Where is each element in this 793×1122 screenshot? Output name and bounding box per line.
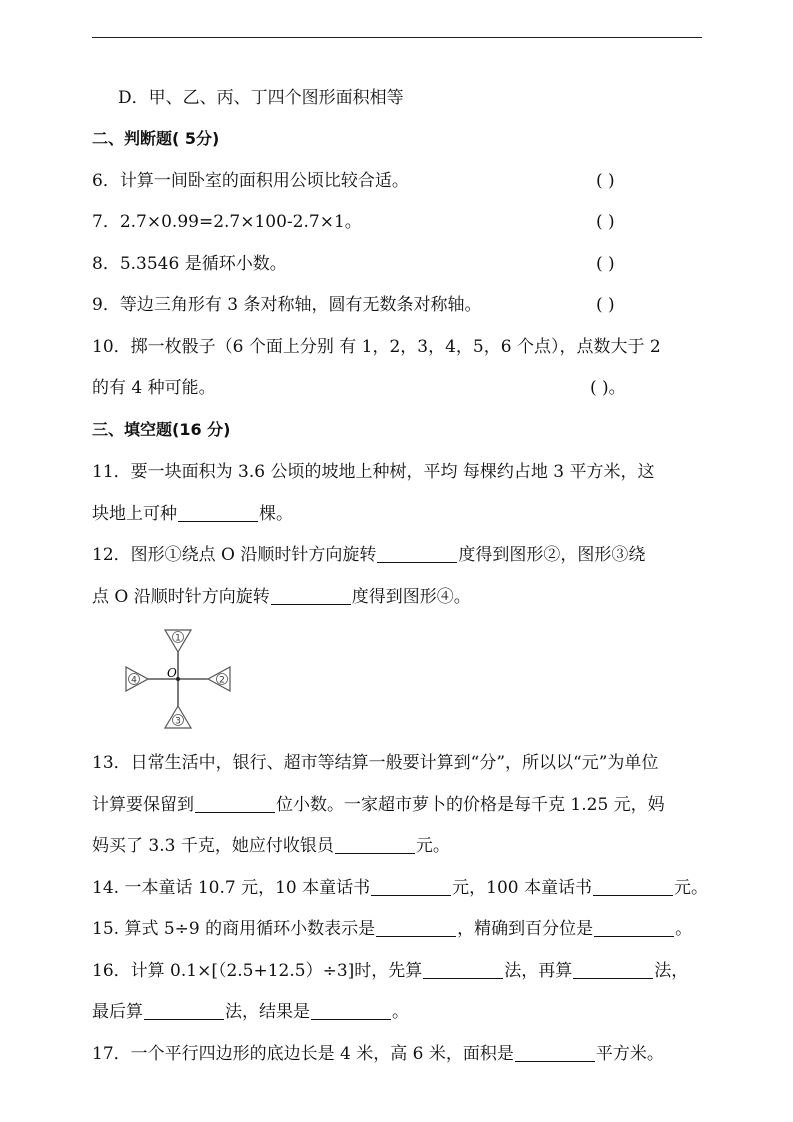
answer-blank[interactable] — [271, 587, 351, 605]
q13-text-d: 元。 — [415, 836, 450, 856]
answer-blank[interactable] — [515, 1044, 595, 1062]
question-15 — [92, 917, 692, 941]
q16-text-b: 法，再算 — [504, 961, 573, 981]
question-12-line2 — [92, 585, 471, 609]
q14-text-c: 元。 — [674, 878, 708, 898]
answer-blank[interactable] — [178, 504, 258, 522]
label-o: O — [167, 666, 177, 680]
answer-blank[interactable] — [311, 1002, 391, 1020]
q12-text-a: 12．图形①绕点 O 沿顺时针方向旋转 — [92, 545, 377, 565]
answer-paren-8[interactable]: ( ) — [596, 254, 615, 274]
q15-text-b: ，精确到百分位是 — [457, 919, 594, 939]
answer-blank[interactable] — [376, 919, 456, 937]
label-4: 4 — [131, 675, 137, 686]
rotation-figure — [120, 624, 240, 736]
q16-text-c: 法， — [654, 961, 689, 981]
question-11-line1: 11．要一块面积为 3.6 公顷的坡地上种树，平均 每棵约占地 3 平方米，这 — [92, 462, 655, 482]
section3-heading: 三、填空题(16 分) — [92, 420, 231, 439]
question-10-line1: 10．掷一枚骰子（6 个面上分别 有 1，2，3，4，5，6 个点），点数大于 2 — [92, 337, 661, 357]
question-13-line1: 13．日常生活中，银行、超市等结算一般要计算到“分”，所以以“元”为单位 — [92, 753, 659, 773]
header-rule — [92, 37, 702, 38]
label-1: 1 — [175, 633, 181, 644]
question-16-line1 — [92, 959, 688, 983]
q15-text-c: 。 — [675, 919, 693, 939]
label-2: 2 — [219, 675, 225, 686]
q14-text-b: 元，100 本童话书 — [452, 878, 592, 898]
question-14 — [92, 876, 708, 900]
question-11-line2 — [92, 502, 293, 526]
q12-text-c: 点 O 沿顺时针方向旋转 — [92, 587, 270, 607]
answer-paren-9[interactable]: ( ) — [596, 295, 615, 315]
q16-text-f: 。 — [392, 1002, 409, 1022]
question-17 — [92, 1042, 664, 1066]
q11-text-a: 块地上可种 — [92, 504, 177, 524]
answer-blank[interactable] — [593, 878, 673, 896]
q5-option-d: D．甲、乙、丙、丁四个图形面积相等 — [118, 88, 404, 108]
q13-text-b: 位小数。一家超市萝卜的价格是每千克 1.25 元，妈 — [276, 795, 665, 815]
q16-text-a: 16．计算 0.1×[（2.5+12.5）÷3]时，先算 — [92, 961, 423, 981]
question-13-line3 — [92, 834, 450, 858]
question-13-line2 — [92, 793, 665, 817]
question-16-line2 — [92, 1000, 409, 1024]
section2-heading: 二、判断题( 5分) — [92, 129, 220, 148]
answer-paren-6[interactable]: ( ) — [596, 171, 615, 191]
answer-paren-10[interactable]: ( )。 — [590, 378, 626, 398]
q13-text-c: 妈买了 3.3 千克，她应付收银员 — [92, 836, 334, 856]
q17-text-a: 17．一个平行四边形的底边长是 4 米，高 6 米，面积是 — [92, 1044, 514, 1064]
label-3: 3 — [175, 716, 181, 727]
q16-text-d: 最后算 — [92, 1002, 143, 1022]
answer-blank[interactable] — [573, 961, 653, 979]
answer-blank[interactable] — [335, 836, 415, 854]
answer-blank[interactable] — [423, 961, 503, 979]
answer-blank[interactable] — [144, 1002, 224, 1020]
q13-text-a: 计算要保留到 — [92, 795, 194, 815]
answer-blank[interactable] — [195, 795, 275, 813]
question-8: 8．5.3546 是循环小数。 — [92, 254, 287, 274]
q12-text-d: 度得到图形④。 — [351, 587, 471, 607]
q12-text-b: 度得到图形②，图形③绕 — [458, 545, 646, 565]
q14-text-a: 14. 一本童话 10.7 元，10 本童话书 — [92, 878, 371, 898]
question-12-line1 — [92, 543, 645, 567]
answer-blank[interactable] — [371, 878, 451, 896]
question-10-line2: 的有 4 种可能。 — [92, 378, 216, 398]
answer-paren-7[interactable]: ( ) — [596, 212, 615, 232]
question-6: 6．计算一间卧室的面积用公顷比较合适。 — [92, 171, 409, 191]
q11-text-b: 棵。 — [259, 504, 293, 524]
q17-text-b: 平方米。 — [595, 1044, 664, 1064]
q15-text-a: 15. 算式 5÷9 的商用循环小数表示是 — [92, 919, 376, 939]
question-7: 7．2.7×0.99=2.7×100-2.7×1。 — [92, 212, 362, 232]
answer-blank[interactable] — [594, 919, 674, 937]
answer-blank[interactable] — [377, 545, 457, 563]
triangle-4 — [126, 667, 148, 691]
q16-text-e: 法，结果是 — [225, 1002, 310, 1022]
question-9: 9．等边三角形有 3 条对称轴，圆有无数条对称轴。 — [92, 295, 482, 315]
